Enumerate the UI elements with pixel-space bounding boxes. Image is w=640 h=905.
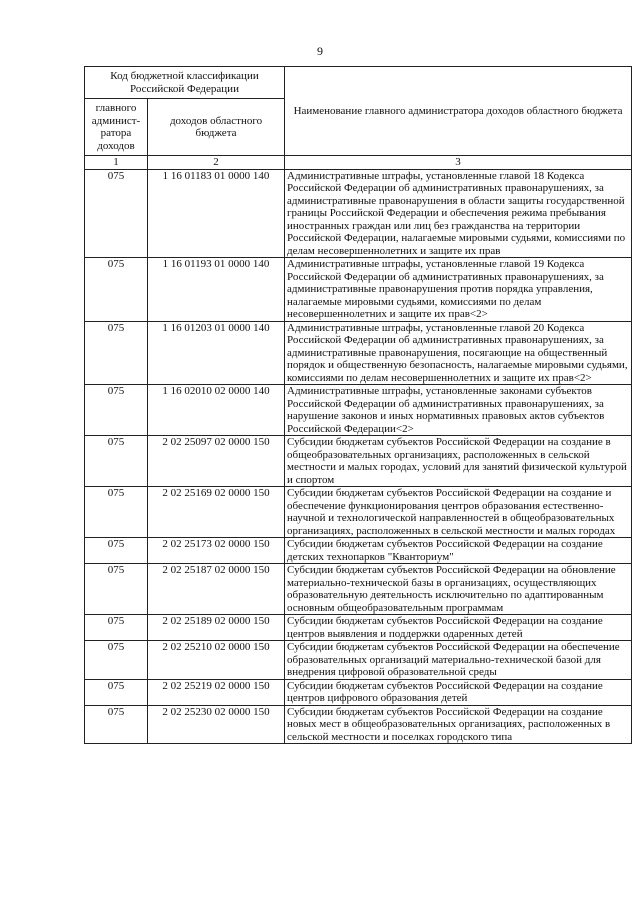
income-code-cell: 1 16 01193 01 0000 140 <box>148 258 285 322</box>
name-cell: Субсидии бюджетам субъектов Российской Федерации на обеспечение образовательных организаций материально-технической базой для внедрения цифровой образовательной среды <box>285 641 632 680</box>
table-row <box>85 385 632 436</box>
admin-code-cell: 075 <box>85 169 148 258</box>
income-code-cell: 1 16 01203 01 0000 140 <box>148 321 285 385</box>
income-code-cell: 2 02 25173 02 0000 150 <box>148 538 285 564</box>
income-code-cell: 2 02 25187 02 0000 150 <box>148 564 285 615</box>
income-code-cell: 1 16 01183 01 0000 140 <box>148 169 285 258</box>
table-body <box>85 169 632 744</box>
table-row <box>85 538 632 564</box>
income-code-cell: 2 02 25230 02 0000 150 <box>148 705 285 744</box>
name-cell: Субсидии бюджетам субъектов Российской Федерации на создание новых мест в общеобразовательных организациях, расположенных в сельской местности и поселках городского типа <box>285 705 632 744</box>
header-admin-code: главного админист-ратора доходов <box>85 99 148 156</box>
table-row <box>85 321 632 385</box>
income-code-cell: 2 02 25189 02 0000 150 <box>148 615 285 641</box>
table-row <box>85 487 632 538</box>
admin-code-cell: 075 <box>85 321 148 385</box>
column-number: 3 <box>285 156 632 170</box>
table-row <box>85 615 632 641</box>
table-row <box>85 705 632 744</box>
name-cell: Субсидии бюджетам субъектов Российской Федерации на создание центров цифрового образования детей <box>285 679 632 705</box>
name-cell: Субсидии бюджетам субъектов Российской Федерации на создание центров выявления и поддержки одаренных детей <box>285 615 632 641</box>
header-row-1 <box>85 67 632 99</box>
admin-code-cell: 075 <box>85 641 148 680</box>
admin-code-cell: 075 <box>85 436 148 487</box>
column-number: 2 <box>148 156 285 170</box>
page-number: 9 <box>317 44 323 58</box>
table-row <box>85 641 632 680</box>
column-number-row <box>85 156 632 170</box>
table-row <box>85 258 632 322</box>
admin-code-cell: 075 <box>85 615 148 641</box>
name-cell: Административные штрафы, установленные главой 18 Кодекса Российской Федерации об административных правонарушениях, за административные правонарушения в области защиты государственной границы Российской Федерации и обеспечения режима пребывания иностранных граждан или лиц без гражданства на территории Российской Федерации, налагаемые мировыми судьями, комиссиями по делам несовершеннолетних и защите их прав <box>285 169 632 258</box>
admin-code-cell: 075 <box>85 679 148 705</box>
income-code-cell: 2 02 25097 02 0000 150 <box>148 436 285 487</box>
admin-code-cell: 075 <box>85 705 148 744</box>
table-row <box>85 169 632 258</box>
admin-code-cell: 075 <box>85 258 148 322</box>
admin-code-cell: 075 <box>85 487 148 538</box>
name-cell: Субсидии бюджетам субъектов Российской Федерации на создание и обеспечение функционирования центров образования естественно-научной и технологической направленностей в общеобразовательных организациях, расположенных в сельской местности и малых городах <box>285 487 632 538</box>
admin-code-cell: 075 <box>85 385 148 436</box>
name-cell: Административные штрафы, установленные главой 19 Кодекса Российской Федерации об административных правонарушениях, за административные правонарушения против порядка управления, налагаемые мировыми судьями, комиссиями по делам несовершеннолетних и защите их прав<2> <box>285 258 632 322</box>
table-row <box>85 564 632 615</box>
name-cell: Субсидии бюджетам субъектов Российской Федерации на создание детских технопарков "Кванториум" <box>285 538 632 564</box>
column-number: 1 <box>85 156 148 170</box>
income-code-cell: 2 02 25219 02 0000 150 <box>148 679 285 705</box>
header-name: Наименование главного администратора доходов областного бюджета <box>285 67 632 156</box>
name-cell: Субсидии бюджетам субъектов Российской Федерации на создание в общеобразовательных организациях, расположенных в сельской местности и малых городах, условий для занятий физической культурой и спортом <box>285 436 632 487</box>
header-classification-code: Код бюджетной классификации Российской Федерации <box>85 67 285 99</box>
income-code-cell: 2 02 25210 02 0000 150 <box>148 641 285 680</box>
name-cell: Административные штрафы, установленные законами субъектов Российской Федерации об административных правонарушениях, за нарушение законов и иных нормативных правовых актов субъектов Российской Федерации<2> <box>285 385 632 436</box>
table-row <box>85 679 632 705</box>
table-row <box>85 436 632 487</box>
admin-code-cell: 075 <box>85 538 148 564</box>
header-income-code: доходов областного бюджета <box>148 99 285 156</box>
name-cell: Административные штрафы, установленные главой 20 Кодекса Российской Федерации об административных правонарушениях, за административные правонарушения, посягающие на общественный порядок и общественную безопасность, налагаемые мировыми судьями, комиссиями по делам несовершеннолетних и защите их прав<2> <box>285 321 632 385</box>
admin-code-cell: 075 <box>85 564 148 615</box>
income-code-cell: 1 16 02010 02 0000 140 <box>148 385 285 436</box>
budget-classification-table <box>84 66 632 744</box>
name-cell: Субсидии бюджетам субъектов Российской Федерации на обновление материально-технической базы в организациях, осуществляющих образовательную деятельность исключительно по адаптированным основным общеобразовательным программам <box>285 564 632 615</box>
income-code-cell: 2 02 25169 02 0000 150 <box>148 487 285 538</box>
